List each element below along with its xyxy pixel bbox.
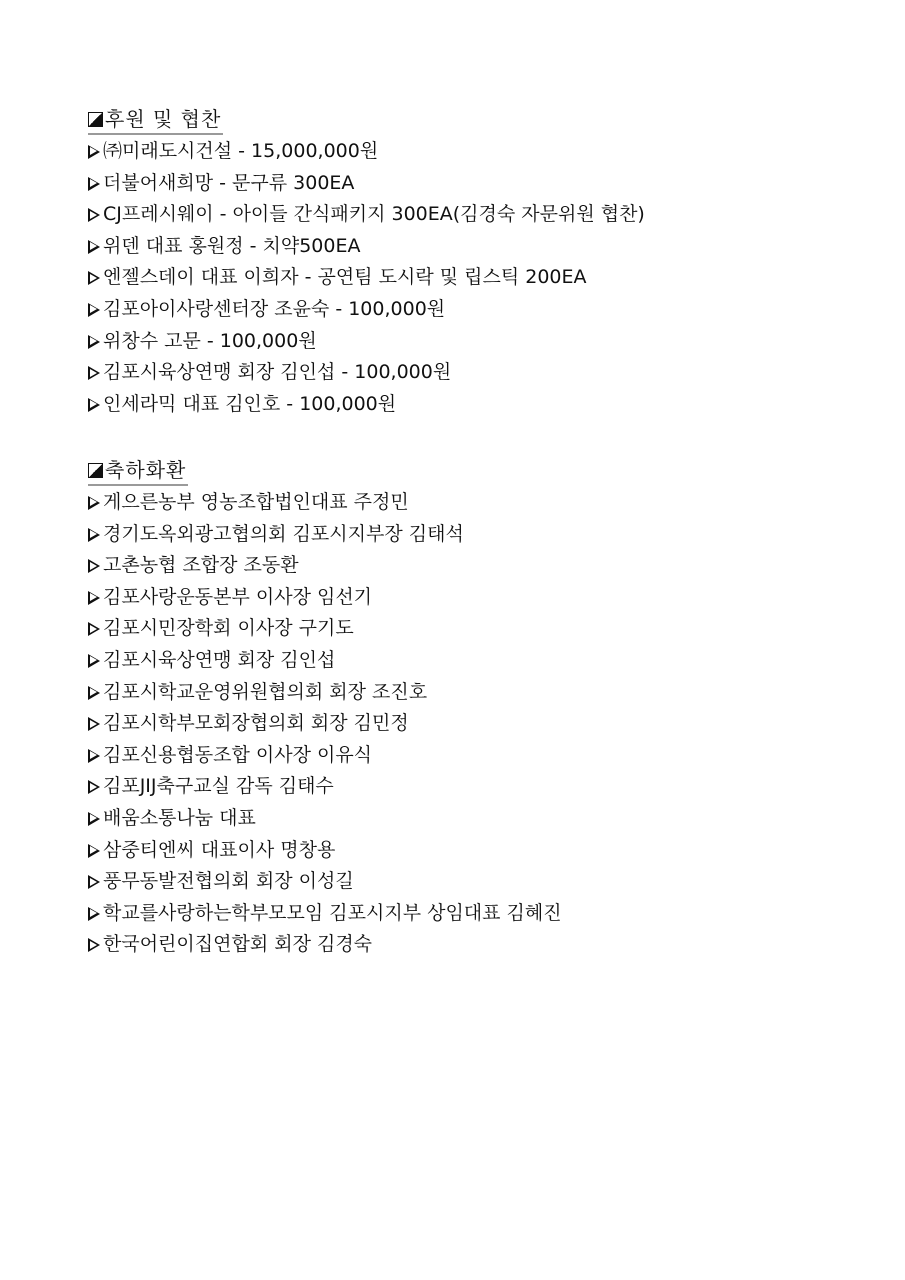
list-item <box>88 326 868 358</box>
list-item-text: 배움소통나눔 대표 <box>103 806 256 829</box>
wreaths-list <box>88 487 868 961</box>
list-item-text: 학교를사랑하는학부모모임 김포시지부 상임대표 김혜진 <box>103 901 562 924</box>
list-item-text: 고촌농협 조합장 조동환 <box>103 554 299 577</box>
hollow-triangle-right-icon <box>88 496 100 510</box>
hollow-triangle-right-icon <box>88 717 100 731</box>
list-item <box>88 929 868 961</box>
list-item-text: 풍무동발전협의회 회장 이성길 <box>103 870 354 893</box>
list-item-text: 김포시육상연맹 회장 김인섭 <box>103 648 336 671</box>
wreaths-heading-text: 축하화환 <box>105 458 187 482</box>
list-item-text: 삼중티엔씨 대표이사 명창용 <box>103 838 336 861</box>
hollow-triangle-right-icon <box>88 591 100 605</box>
list-item-text: 김포시민장학회 이사장 구기도 <box>103 617 354 640</box>
half-filled-square-icon <box>88 463 103 478</box>
list-item-text: ㈜미래도시건설 - 15,000,000원 <box>103 140 379 162</box>
list-item-text: 게으른농부 영농조합법인대표 주정민 <box>103 491 409 513</box>
hollow-triangle-right-icon <box>88 844 100 858</box>
hollow-triangle-right-icon <box>88 366 100 380</box>
sponsorship-section <box>88 104 868 420</box>
list-item-text: 김포시학교운영위원협의회 회장 조진호 <box>103 680 428 703</box>
sponsorship-heading-text: 후원 및 협찬 <box>105 107 222 131</box>
list-item-text: 김포시학부모회장협의회 회장 김민정 <box>103 712 409 735</box>
sponsorship-heading <box>88 104 223 134</box>
list-item <box>88 898 868 930</box>
list-item <box>88 262 868 294</box>
list-item <box>88 708 868 740</box>
hollow-triangle-right-icon <box>88 686 100 700</box>
list-item <box>88 199 868 231</box>
list-item-text: 더불어새희망 - 문구류 300EA <box>103 171 355 194</box>
half-filled-square-icon <box>88 112 103 127</box>
list-item-text: 한국어린이집연합회 회장 김경숙 <box>103 933 373 956</box>
hollow-triangle-right-icon <box>88 812 100 826</box>
congratulatory-wreaths-section <box>88 455 868 961</box>
list-item <box>88 357 868 389</box>
hollow-triangle-right-icon <box>88 271 100 285</box>
list-item <box>88 487 868 519</box>
hollow-triangle-right-icon <box>88 938 100 952</box>
list-item <box>88 231 868 263</box>
list-item-text: 김포신용협동조합 이사장 이유식 <box>103 743 373 766</box>
hollow-triangle-right-icon <box>88 177 100 191</box>
list-item <box>88 677 868 709</box>
list-item <box>88 168 868 200</box>
list-item <box>88 519 868 551</box>
list-item-text: 김포아이사랑센터장 조윤숙 - 100,000원 <box>103 297 446 320</box>
hollow-triangle-right-icon <box>88 208 100 222</box>
hollow-triangle-right-icon <box>88 622 100 636</box>
list-item <box>88 550 868 582</box>
list-item-text: 인세라믹 대표 김인호 - 100,000원 <box>103 392 397 415</box>
list-item <box>88 835 868 867</box>
hollow-triangle-right-icon <box>88 398 100 412</box>
list-item-text: 김포사랑운동본부 이사장 임선기 <box>103 585 373 608</box>
list-item-text: 엔젤스데이 대표 이희자 - 공연팀 도시락 및 립스틱 200EA <box>103 266 587 289</box>
list-item-text: 김포JIJ축구교실 감독 김태수 <box>103 775 334 798</box>
list-item <box>88 740 868 772</box>
hollow-triangle-right-icon <box>88 559 100 573</box>
hollow-triangle-right-icon <box>88 303 100 317</box>
sponsorship-list <box>88 136 868 420</box>
hollow-triangle-right-icon <box>88 145 100 159</box>
list-item-text: 경기도옥외광고협의회 김포시지부장 김태석 <box>103 522 464 545</box>
wreaths-heading <box>88 455 188 485</box>
list-item <box>88 866 868 898</box>
list-item-text: 위창수 고문 - 100,000원 <box>103 329 317 352</box>
list-item-text: CJ프레시웨이 - 아이들 간식패키지 300EA(김경숙 자문위원 협찬) <box>103 203 645 226</box>
list-item <box>88 136 868 168</box>
hollow-triangle-right-icon <box>88 749 100 763</box>
hollow-triangle-right-icon <box>88 907 100 921</box>
list-item <box>88 645 868 677</box>
hollow-triangle-right-icon <box>88 528 100 542</box>
hollow-triangle-right-icon <box>88 654 100 668</box>
list-item <box>88 771 868 803</box>
hollow-triangle-right-icon <box>88 875 100 889</box>
list-item-text: 위덴 대표 홍원정 - 치약500EA <box>103 234 361 257</box>
list-item <box>88 803 868 835</box>
hollow-triangle-right-icon <box>88 780 100 794</box>
list-item <box>88 389 868 421</box>
list-item-text: 김포시육상연맹 회장 김인섭 - 100,000원 <box>103 361 452 384</box>
hollow-triangle-right-icon <box>88 335 100 349</box>
list-item <box>88 294 868 326</box>
list-item <box>88 613 868 645</box>
hollow-triangle-right-icon <box>88 240 100 254</box>
list-item <box>88 582 868 614</box>
